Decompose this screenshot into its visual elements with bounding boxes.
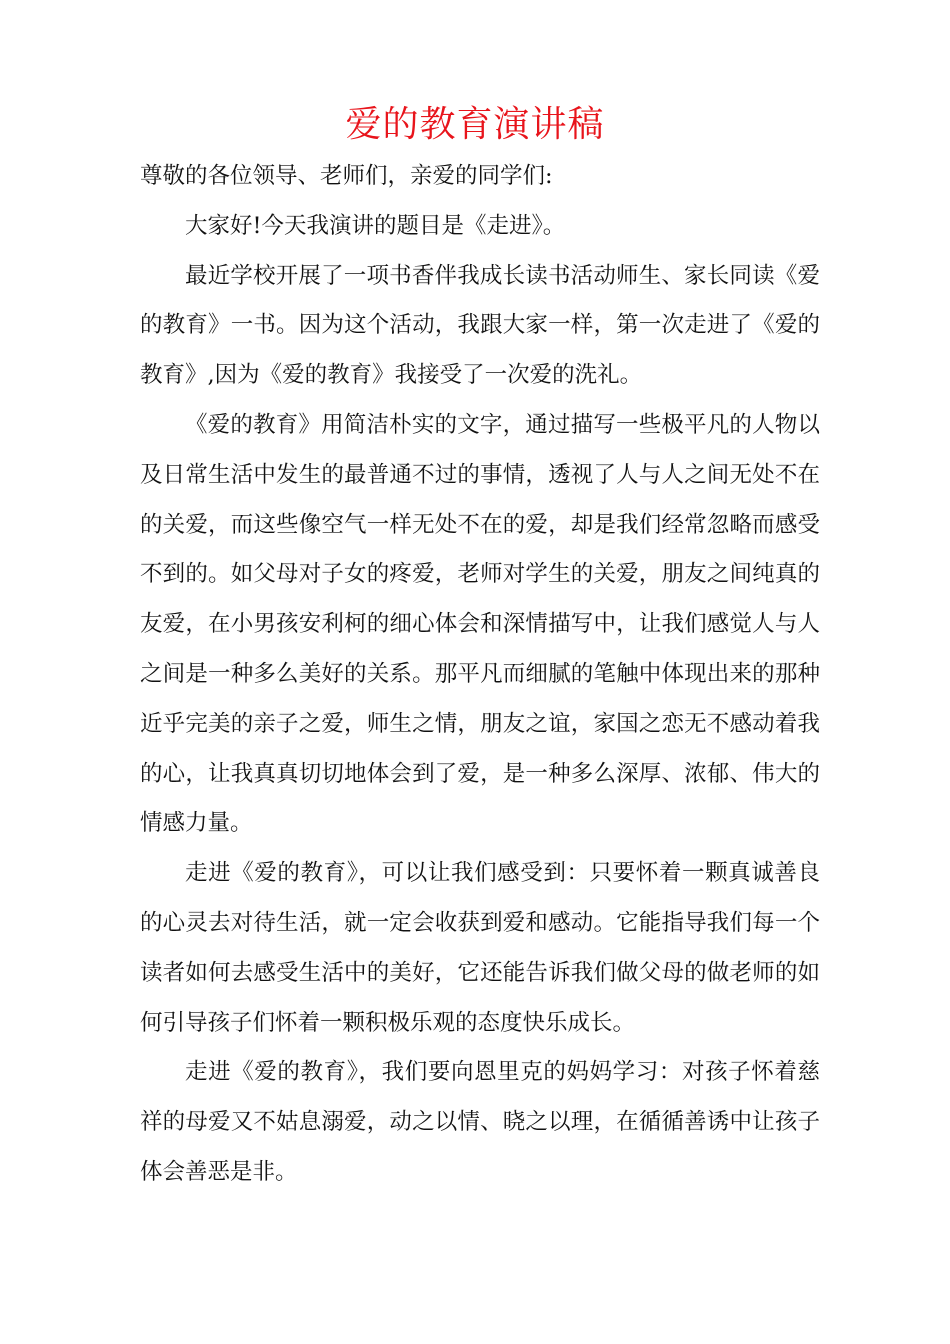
paragraph: 大家好!今天我演讲的题目是《走进》。	[185, 212, 566, 239]
salutation: 尊敬的各位领导、老师们，亲爱的同学们:	[140, 163, 553, 189]
paragraph: 走进《爱的教育》，可以让我们感受到：只要怀着一颗真诚善良的心灵去对待生活，就一定会收获到爱和感动。它能指导我们每一个读者如何去感受生活中的美好，它还能告诉我们做父母的做老师的如何引导孩子们怀着一颗积极乐观的态度快乐成长。	[140, 860, 820, 1036]
document-title: 爱的教育演讲稿	[345, 104, 605, 145]
document-body	[140, 152, 820, 1198]
paragraph: 走进《爱的教育》，我们要向恩里克的妈妈学习：对孩子怀着慈祥的母爱又不姑息溺爱，动之以情、晓之以理，在循循善诱中让孩子体会善恶是非。	[140, 1059, 820, 1185]
paragraph: 《爱的教育》用简洁朴实的文字，通过描写一些极平凡的人物以及日常生活中发生的最普通不过的事情，透视了人与人之间无处不在的关爱，而这些像空气一样无处不在的爱，却是我们经常忽略而感受不到的。如父母对子女的疼爱，老师对学生的关爱，朋友之间纯真的友爱，在小男孩安利柯的细心体会和深情描写中，让我们感觉人与人之间是一种多么美好的关系。那平凡而细腻的笔触中体现出来的那种近乎完美的亲子之爱，师生之情，朋友之谊，家国之恋无不感动着我的心，让我真真切切地体会到了爱，是一种多么深厚、浓郁、伟大的情感力量。	[140, 411, 820, 837]
paragraph: 最近学校开展了一项书香伴我成长读书活动师生、家长同读《爱的教育》一书。因为这个活动，我跟大家一样，第一次走进了《爱的教育》,因为《爱的教育》我接受了一次爱的洗礼。	[140, 262, 820, 389]
